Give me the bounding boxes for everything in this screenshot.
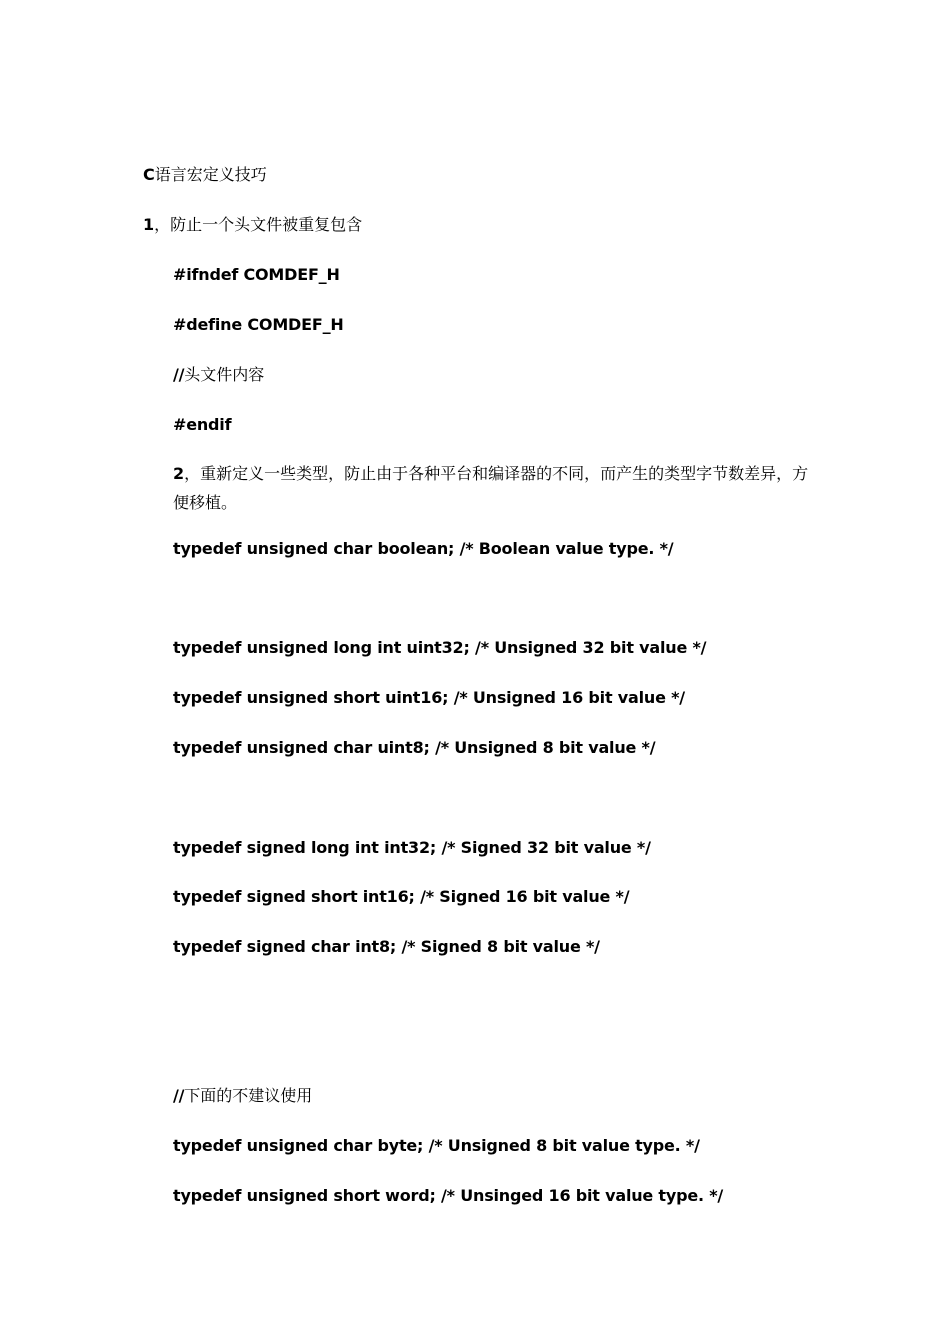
- deprecated-comment-slashes: //: [173, 1086, 185, 1105]
- code-typedef-uint16: typedef unsigned short uint16; /* Unsigned 16 bit value */: [173, 688, 685, 707]
- section1-number: 1: [143, 215, 155, 234]
- comment-slashes: //: [173, 365, 185, 384]
- section2-heading: [173, 460, 823, 518]
- code-typedef-byte: typedef unsigned char byte; /* Unsigned 8 bit value type. */: [173, 1136, 700, 1155]
- code-define: #define COMDEF_H: [173, 315, 344, 334]
- deprecated-comment-text: 下面的不建议使用: [184, 1086, 313, 1105]
- code-typedef-boolean: typedef unsigned char boolean; /* Boolean value type. */: [173, 539, 674, 558]
- code-typedef-uint32: typedef unsigned long int uint32; /* Unsigned 32 bit value */: [173, 638, 707, 657]
- code-typedef-int32: typedef signed long int int32; /* Signed 32 bit value */: [173, 838, 651, 857]
- code-comment-header-content: [173, 365, 264, 386]
- code-ifndef: #ifndef COMDEF_H: [173, 265, 340, 284]
- document-title: [143, 165, 267, 186]
- code-typedef-word: typedef unsigned short word; /* Unsinged 16 bit value type. */: [173, 1186, 724, 1205]
- code-comment-deprecated: [173, 1086, 312, 1107]
- section1-heading: [143, 215, 362, 236]
- section2-number: 2: [173, 464, 185, 483]
- code-typedef-uint8: typedef unsigned char uint8; /* Unsigned 8 bit value */: [173, 738, 656, 757]
- code-typedef-int8: typedef signed char int8; /* Signed 8 bit value */: [173, 937, 600, 956]
- code-endif: #endif: [173, 415, 232, 434]
- comment-text: 头文件内容: [184, 365, 265, 384]
- section1-heading-text: ，防止一个头文件被重复包含: [154, 215, 363, 234]
- title-prefix: C: [143, 165, 155, 184]
- title-text: 语言宏定义技巧: [154, 165, 267, 184]
- code-typedef-int16: typedef signed short int16; /* Signed 16 bit value */: [173, 887, 630, 906]
- section2-heading-text: ，重新定义一些类型，防止由于各种平台和编译器的不同，而产生的类型字节数差异，方便移植。: [173, 464, 809, 512]
